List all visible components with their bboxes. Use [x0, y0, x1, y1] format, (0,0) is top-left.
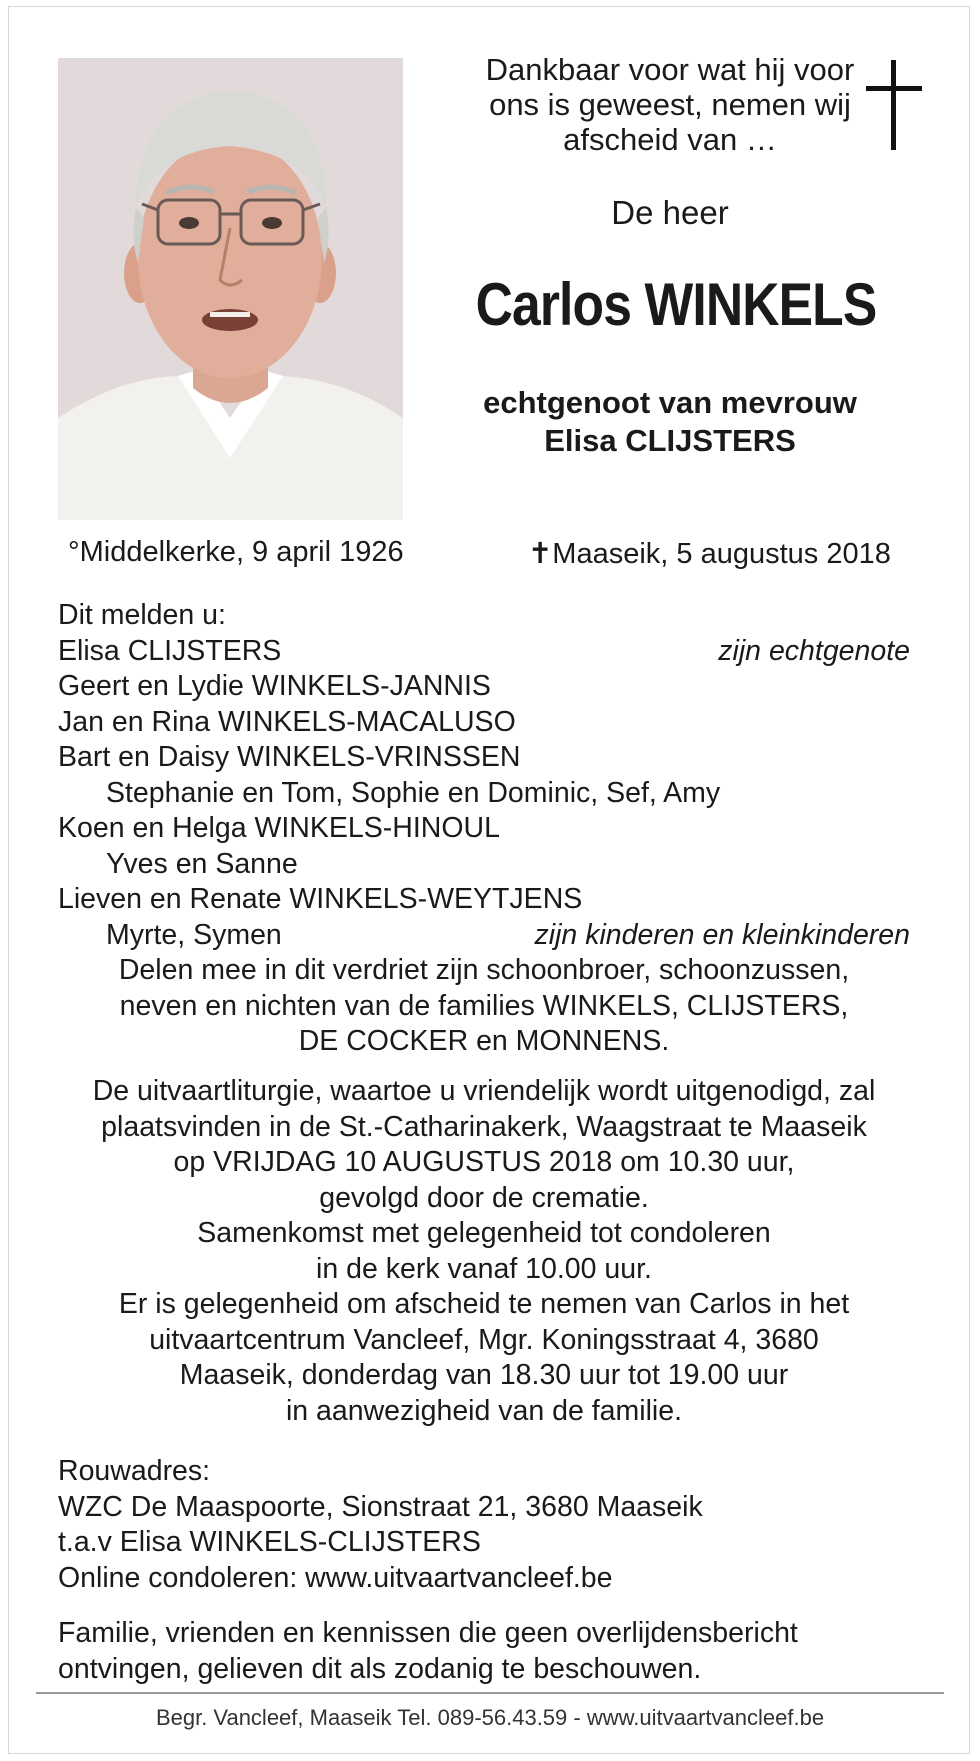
birth-date: °Middelkerke, 9 april 1926 [68, 536, 404, 568]
mourning-address [58, 1454, 910, 1596]
service-line: in aanwezigheid van de familie. [285, 1394, 683, 1427]
family-name: Stephanie en Tom, Sophie en Dominic, Sef, Amy [106, 776, 721, 809]
intro-line: Dankbaar voor wat hij voor [485, 52, 855, 87]
family-line [58, 740, 910, 776]
footer-divider [36, 1692, 944, 1694]
service-line: gevolgd door de crematie. [319, 1181, 649, 1214]
family-name: Yves en Sanne [106, 847, 298, 880]
service-line: in de kerk vanaf 10.00 uur. [316, 1252, 652, 1285]
family-line [58, 918, 910, 954]
service-line: Maaseik, donderdag van 18.30 uur tot 19.00 uur [179, 1359, 789, 1391]
spouse-line: Elisa CLIJSTERS [544, 423, 796, 458]
intro-text [420, 52, 920, 157]
condolence-link[interactable]: Online condoleren: www.uitvaartvancleef.be [58, 1561, 613, 1594]
family-line [58, 811, 910, 847]
family-role: zijn echtgenote [718, 634, 910, 667]
notice-line: Familie, vrienden en kennissen die geen overlijdensbericht [58, 1617, 798, 1649]
honorific: De heer [611, 194, 729, 231]
family-role: zijn kinderen en kleinkinderen [534, 918, 910, 951]
extended-line: DE COCKER en MONNENS. [298, 1025, 670, 1057]
service-line: Samenkomst met gelegenheid tot condoleren [197, 1217, 771, 1249]
extended-line: Delen mee in dit verdriet zijn schoonbroer, schoonzussen, [118, 954, 850, 986]
notice [58, 1616, 910, 1687]
family-name: Bart en Daisy WINKELS-VRINSSEN [58, 741, 521, 773]
family-name: Lieven en Renate WINKELS-WEYTJENS [58, 883, 583, 915]
service-details [58, 1074, 910, 1429]
notice-line: ontvingen, gelieven dit als zodanig te beschouwen. [58, 1652, 702, 1685]
family-name: Koen en Helga WINKELS-HINOUL [58, 812, 500, 844]
extended-family [58, 953, 910, 1060]
intro-line: afscheid van … [563, 122, 777, 157]
service-line: De uitvaartliturgie, waartoe u vriendelijk wordt uitgenodigd, zal [92, 1075, 876, 1107]
family-list [58, 598, 910, 1060]
spouse-info [420, 384, 920, 460]
family-name: Geert en Lydie WINKELS-JANNIS [58, 670, 491, 702]
family-line [58, 882, 910, 918]
family-name: Jan en Rina WINKELS-MACALUSO [58, 705, 516, 738]
spouse-line: echtgenoot van mevrouw [483, 385, 857, 420]
deceased-name: Carlos WINKELS [475, 271, 877, 338]
address-line: WZC De Maaspoorte, Sionstraat 21, 3680 Maaseik [58, 1490, 703, 1523]
funeral-home-footer: Begr. Vancleef, Maaseik Tel. 089-56.43.59 - www.uitvaartvancleef.be [155, 1705, 825, 1730]
family-line [58, 634, 910, 670]
death-date: ✝Maaseik, 5 augustus 2018 [528, 538, 891, 570]
family-line [58, 669, 910, 705]
family-line [58, 776, 910, 812]
intro-line: ons is geweest, nemen wij [489, 87, 851, 122]
service-line: plaatsvinden in de St.-Catharinakerk, Waagstraat te Maaseik [101, 1110, 867, 1143]
family-name: Myrte, Symen [106, 918, 282, 951]
family-intro: Dit melden u: [58, 599, 226, 631]
family-line [58, 847, 910, 883]
service-line: op VRIJDAG 10 AUGUSTUS 2018 om 10.30 uur, [173, 1146, 795, 1178]
extended-line: neven en nichten van de families WINKELS, CLIJSTERS, [119, 989, 849, 1022]
portrait-photo [58, 58, 403, 520]
family-line [58, 705, 910, 741]
address-line: t.a.v Elisa WINKELS-CLIJSTERS [58, 1526, 481, 1558]
family-name: Elisa CLIJSTERS [58, 634, 282, 667]
service-line: Er is gelegenheid om afscheid te nemen van Carlos in het [118, 1288, 850, 1320]
address-line: Rouwadres: [58, 1455, 211, 1487]
service-line: uitvaartcentrum Vancleef, Mgr. Koningsstraat 4, 3680 [149, 1323, 819, 1356]
